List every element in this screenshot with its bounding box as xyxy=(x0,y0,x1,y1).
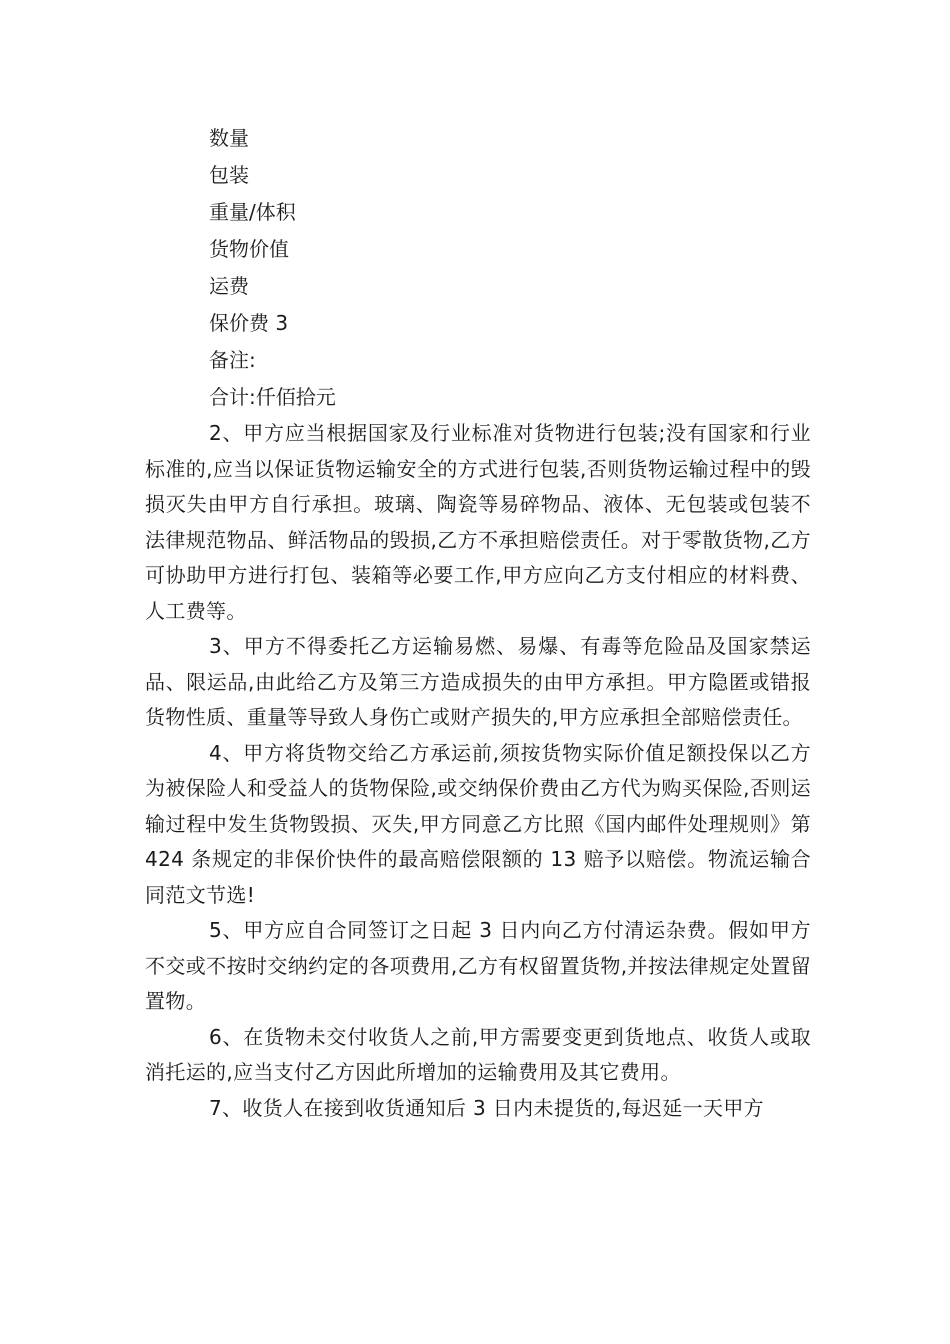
field-total: 合计:仟佰拾元 xyxy=(209,385,336,409)
field-weight-volume: 重量/体积 xyxy=(209,200,296,224)
field-remarks: 备注: xyxy=(209,348,256,372)
field-freight: 运费 xyxy=(209,274,249,298)
field-list xyxy=(209,120,609,416)
field-quantity: 数量 xyxy=(209,126,249,150)
clause-3: 3、甲方不得委托乙方运输易燃、易爆、有毒等危险品及国家禁运品、限运品,由此给乙方及第三方造成损失的由甲方承担。甲方隐匿或错报货物性质、重量等导致人身伤亡或财产损失的,甲方应承担全部赔偿责任。 xyxy=(145,634,811,729)
clause-7: 7、收货人在接到收货通知后 3 日内未提货的,每迟延一天甲方 xyxy=(209,1095,765,1120)
clause-4: 4、甲方将货物交给乙方承运前,须按货物实际价值足额投保以乙方为被保险人和受益人的货物保险,或交纳保价费由乙方代为购买保险,否则运输过程中发生货物毁损、灭失,甲方同意乙方比照《国内邮件处理规则》第 424 条规定的非保价快件的最高赔偿限额的 13 赔予以赔偿。物流运输合同范文节选! xyxy=(145,740,811,907)
field-goods-value: 货物价值 xyxy=(209,237,289,261)
field-packaging: 包装 xyxy=(209,163,249,187)
clause-2: 2、甲方应当根据国家及行业标准对货物进行包装;没有国家和行业标准的,应当以保证货物运输安全的方式进行包装,否则货物运输过程中的毁损灭失由甲方自行承担。玻璃、陶瓷等易碎物品、液体、无包装或包装不法律规范物品、鲜活物品的毁损,乙方不承担赔偿责任。对于零散货物,乙方可协助甲方进行打包、装箱等必要工作,甲方应向乙方支付相应的材料费、人工费等。 xyxy=(145,421,811,623)
contract-body xyxy=(145,416,811,1126)
clause-5: 5、甲方应自合同签订之日起 3 日内向乙方付清运杂费。假如甲方不交或不按时交纳约定的各项费用,乙方有权留置货物,并按法律规定处置留置物。 xyxy=(145,918,811,1013)
field-insurance-fee: 保价费 3 xyxy=(209,311,289,335)
clause-6: 6、在货物未交付收货人之前,甲方需要变更到货地点、收货人或取消托运的,应当支付乙方因此所增加的运输费用及其它费用。 xyxy=(145,1024,811,1084)
